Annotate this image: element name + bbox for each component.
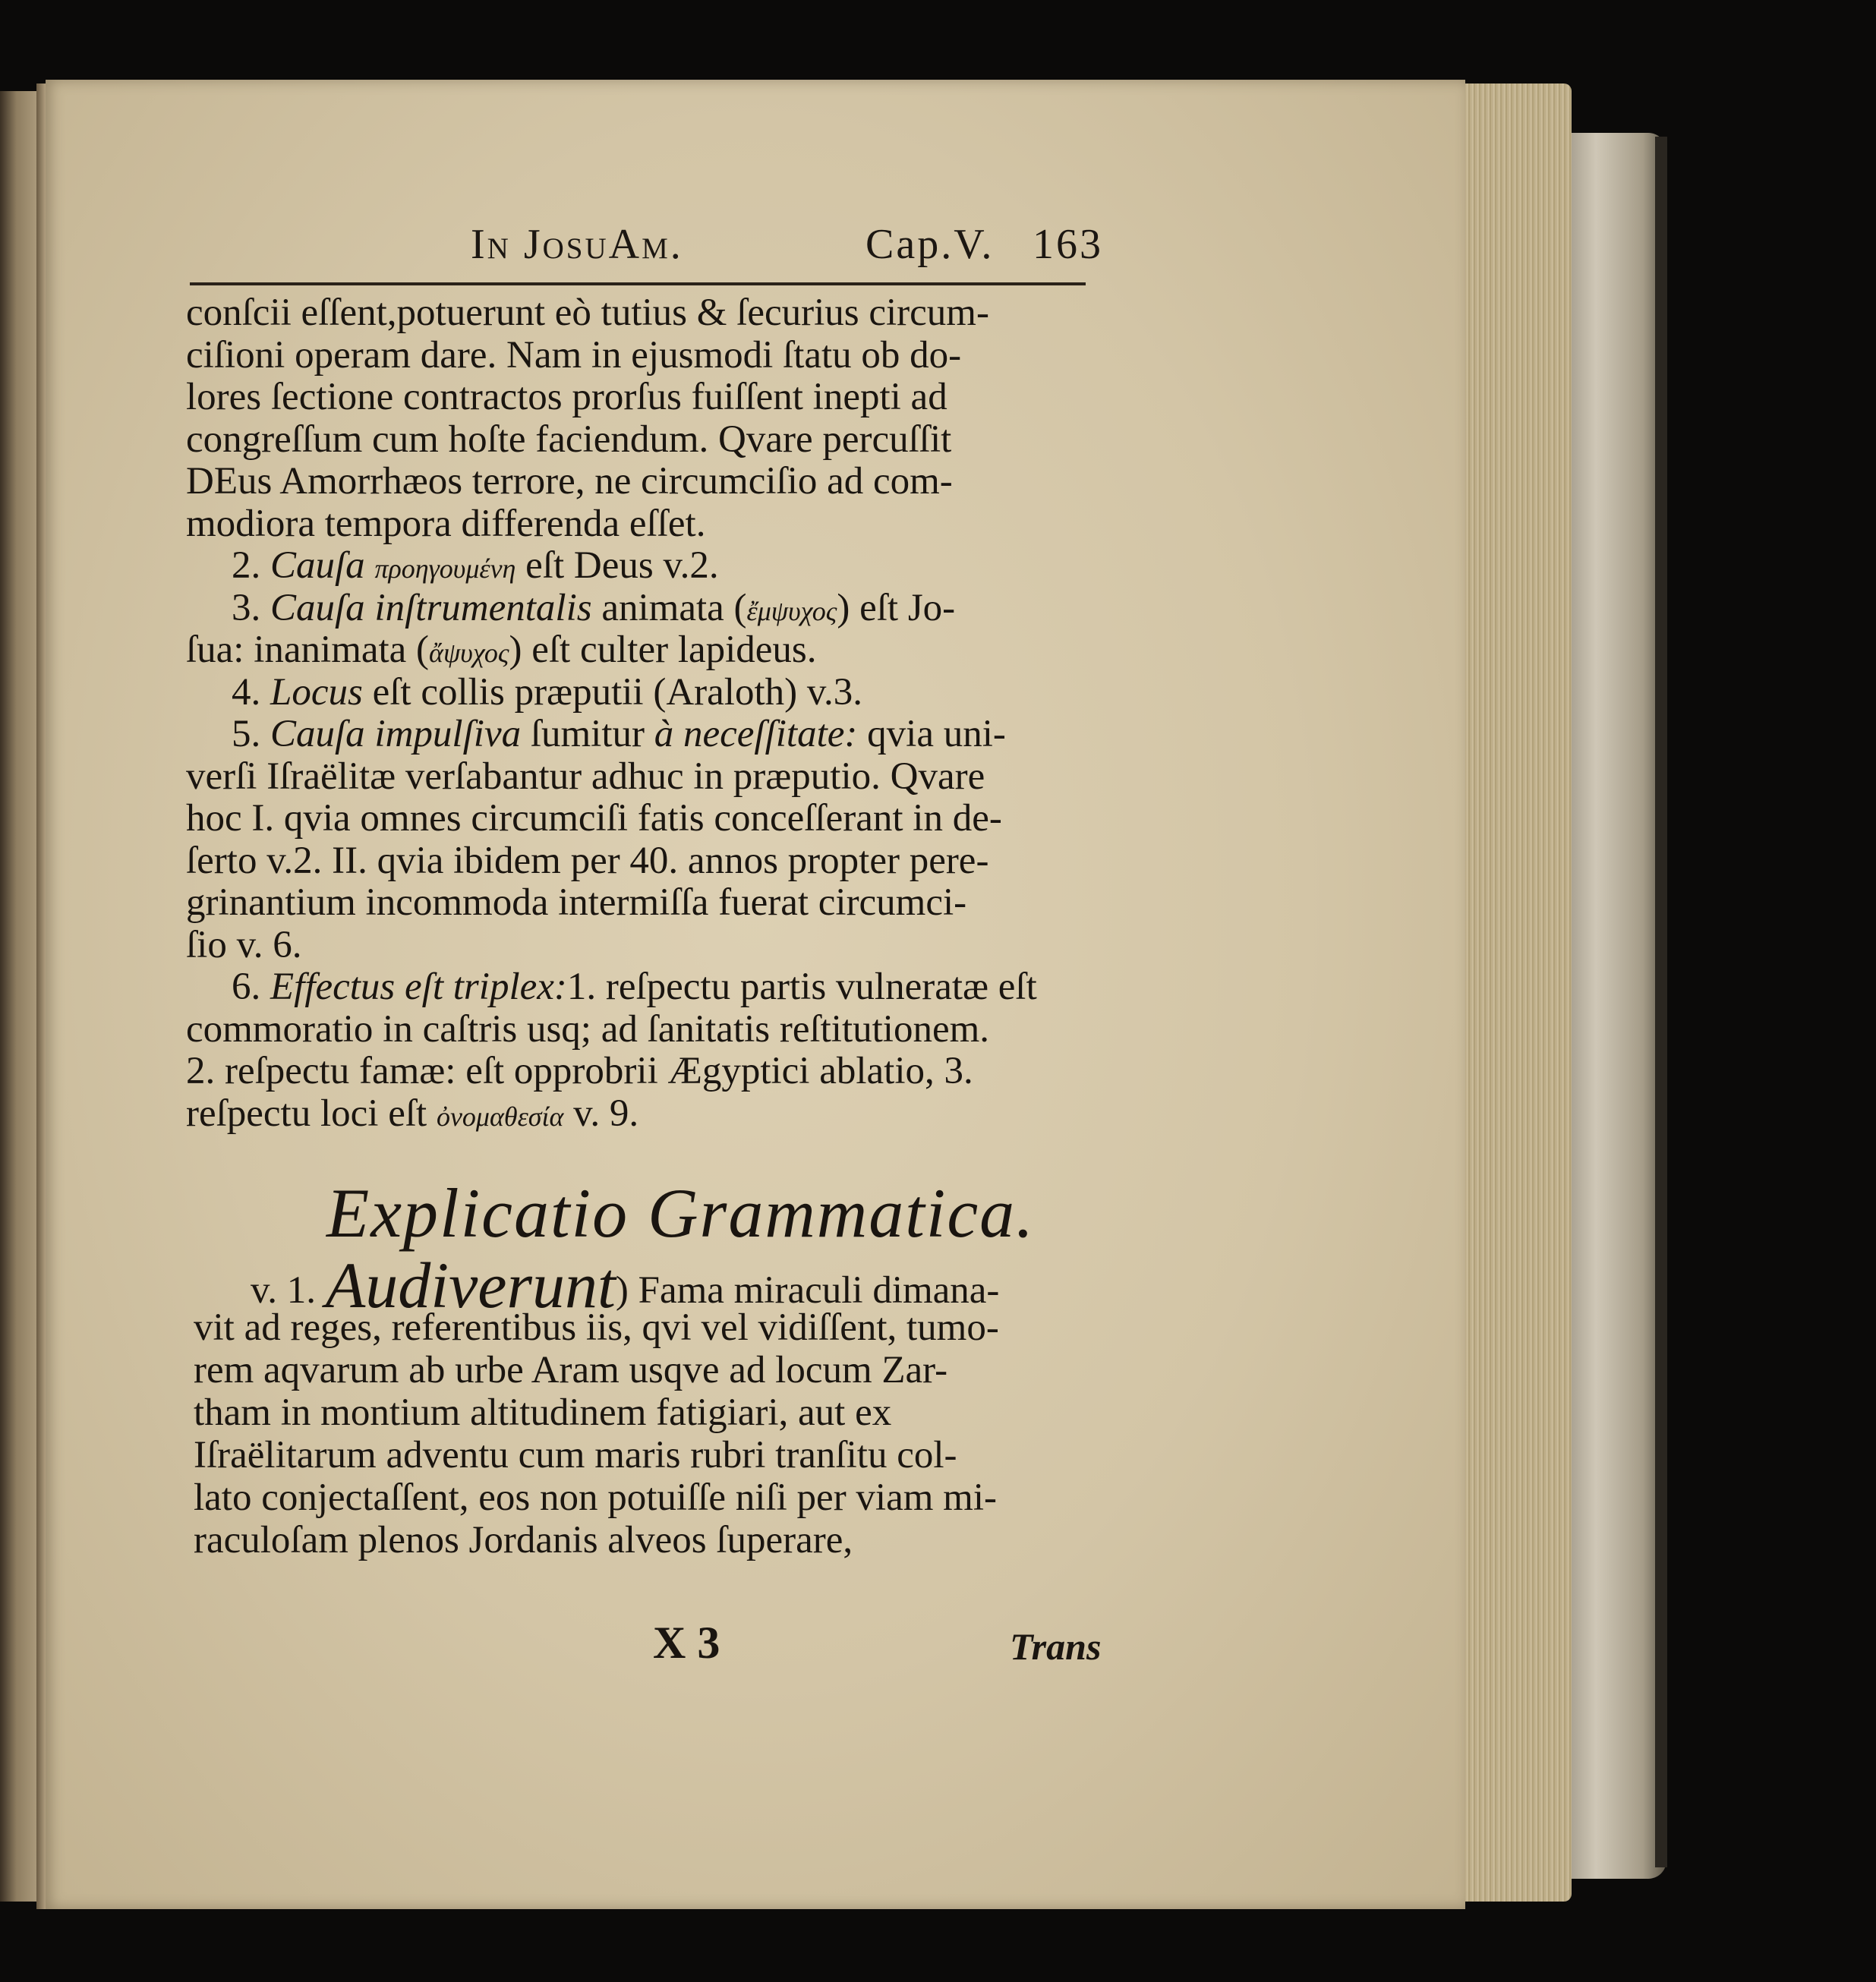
point-3-line-1 xyxy=(186,588,1097,630)
point-label: Cauſa impulſiva xyxy=(270,713,522,755)
point-number: 5. xyxy=(232,713,270,755)
point-6-line-1 xyxy=(186,966,1097,1009)
cover-shadow xyxy=(1655,137,1667,1867)
text-line: lores ſectione contractos prorſus fuiſſent inepti ad xyxy=(186,376,947,418)
greek-term: προηγουμένη xyxy=(374,553,516,584)
text-line: lato conjectaſſent, eos non potuiſſe niſi per viam mi- xyxy=(194,1476,997,1519)
point-label: Cauſa xyxy=(270,544,365,587)
point-label: Effectus eſt triplex: xyxy=(270,966,567,1008)
point-6-last-line xyxy=(186,1093,1097,1136)
explicatio-text xyxy=(194,1249,1105,1561)
point-text: eſt Deus v.2. xyxy=(516,544,719,587)
chapter-label: Cap.V. xyxy=(865,221,995,268)
body-text xyxy=(186,292,1097,1135)
point-text: reſpectu loci eſt xyxy=(186,1092,437,1135)
text-line: Iſraëlitarum adventu cum maris rubri tranſitu col- xyxy=(194,1434,957,1476)
explicatio-text-run: ) Fama miraculi dimana- xyxy=(615,1269,1000,1312)
point-text: 1. reſpectu partis vulneratæ eſt xyxy=(566,966,1037,1008)
point-number: 6. xyxy=(232,966,270,1008)
text-line: congreſſum cum hoſte faciendum. Qvare percuſſit xyxy=(186,418,952,461)
point-4 xyxy=(186,672,1097,714)
text-line: ſio v. 6. xyxy=(186,923,302,966)
page-fore-edge xyxy=(1465,84,1572,1902)
section-heading: Explicatio Grammatica. xyxy=(326,1174,1036,1252)
greek-term: ἄψυχος xyxy=(429,638,509,668)
text-line: DEus Amorrhæos terrore, ne circumciſio ad com- xyxy=(186,460,953,503)
point-text: ) eſt culter lapideus. xyxy=(509,629,817,671)
text-line: hoc I. qvia omnes circumciſi fatis conceſſerant in de- xyxy=(186,797,1002,840)
header-rule xyxy=(190,282,1086,285)
point-3-line-2 xyxy=(186,629,1097,672)
text-line: tham in montium altitudinem fatigiari, aut ex xyxy=(194,1391,892,1434)
point-number: 3. xyxy=(232,586,270,629)
greek-term: ἔμψυχος xyxy=(746,595,837,626)
text-line: modiora tempora differenda eſſet. xyxy=(186,502,706,545)
point-text: eſt collis præputii (Araloth) v.3. xyxy=(362,670,863,714)
text-line: rem aqvarum ab urbe Aram usqve ad locum Zar- xyxy=(194,1349,948,1391)
point-text: qvia uni- xyxy=(857,713,1006,755)
signature-mark: X 3 xyxy=(653,1618,720,1668)
point-2 xyxy=(186,545,1097,588)
point-text: ſua: inanimata ( xyxy=(186,629,430,671)
lemma: Audiverunt xyxy=(325,1249,616,1322)
text-line: vit ad reges, referentibus iis, qvi vel vidiſſent, tumo- xyxy=(194,1306,999,1349)
text-line: grinantium incommoda intermiſſa fuerat circumci- xyxy=(186,881,967,924)
catchword: Trans xyxy=(1010,1625,1102,1668)
running-title: In JosuAm. xyxy=(471,221,683,268)
point-label: Cauſa inſtrumentalis xyxy=(270,586,592,629)
point-text: animata ( xyxy=(591,586,747,629)
point-text: v. 9. xyxy=(563,1092,639,1135)
text-line: ciſioni operam dare. Nam in ejusmodi ſtatu ob do- xyxy=(186,333,962,377)
text-line: 2. reſpectu famæ: eſt opprobrii Ægyptici ablatio, 3. xyxy=(186,1050,973,1092)
point-5-line-1 xyxy=(186,714,1097,756)
point-text: ) eſt Jo- xyxy=(837,586,956,629)
point-italic: à neceſſitate: xyxy=(654,713,858,755)
text-line: raculoſam plenos Jordanis alveos ſuperare, xyxy=(194,1519,853,1561)
running-header xyxy=(190,220,1101,273)
verse-reference: v. 1. xyxy=(251,1269,326,1312)
greek-term: ὀνομαθεσία xyxy=(436,1101,564,1132)
text-line: conſcii eſſent,potuerunt eò tutius & ſecurius circum- xyxy=(186,291,989,334)
text-line: ſerto v.2. II. qvia ibidem per 40. annos propter pere- xyxy=(186,839,989,882)
text-line: verſi Iſraëlitæ verſabantur adhuc in præputio. Qvare xyxy=(186,755,985,798)
point-number: 4. xyxy=(232,670,270,714)
text-line: commoratio in caſtris usq; ad ſanitatis reſtitutionem. xyxy=(186,1007,990,1051)
point-number: 2. xyxy=(232,544,270,587)
point-text: ſumitur xyxy=(521,713,654,755)
explicatio-first-line xyxy=(194,1249,1105,1322)
point-label: Locus xyxy=(270,670,363,714)
page-number: 163 xyxy=(1033,221,1103,268)
